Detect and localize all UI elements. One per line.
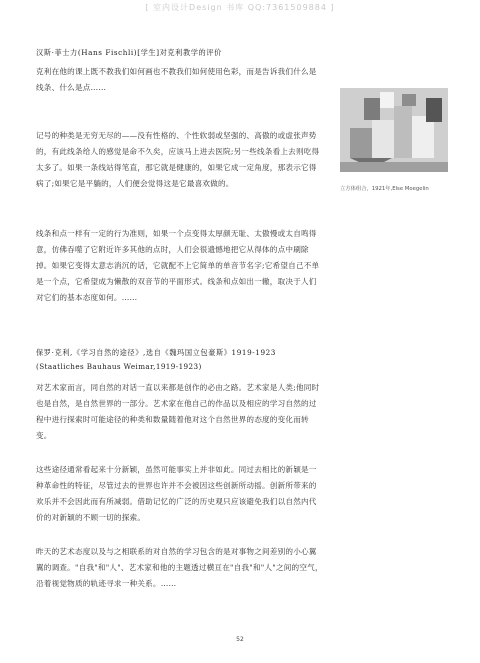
section2-heading-line-2: (Staatliches Bauhaus Weimar,1919-1923) [36,362,202,371]
section2-paragraph-1: 对艺术家而言，同自然的对话一直以来都是创作的必由之路。艺术家是人类;他同时也是自然，是自然世界的一部分。艺术家在他自己的作品以及相应的学习自然的过程中进行探索时可能途径的种类和数量随着他对这个自然世界的态度的变化而转变。 [36,383,320,440]
section1-paragraph-3: 线条和点一样有一定的行为准则，如果一个点变得太厚颜无耻、太傲慢或太自鸣得意，仿佛吞噬了它附近许多其他的点时，人们会很遗憾地把它从得体的点中刷除掉。如果它变得太意志消沉的话，它就配不上它简单的单音节名字;它希望自己不单是一个点，它希望成为懒散的双音节的平面形式。线条和点如出一辙，取决于人们对它们的基本态度如何。…… [36,229,320,302]
section1-paragraph-1: 克利在他的课上既不教我们如何画也不教我们如何使用色彩，而是告诉我们什么是线条、什么是点…… [36,67,317,92]
figure-caption: 立方体组合，1921年,Else Moegelin [340,186,429,192]
page-number: 52 [236,636,244,643]
cube-composition-image [340,88,448,172]
watermark: [ 室内设计Design 书库 QQ:7361509884 ] [145,3,335,12]
section1-paragraph-2: 记号的种类是无穷无尽的——没有性格的、个性软弱或坚强的、高傲的或虚张声势的，有此线条给人的感觉是命不久矣，应该马上进去医院;另一些线条看上去则吃得太多了。如果一条线站得笔直，那它就是健康的，如果它成一定角度，那表示它得病了;如果它是平躺的，人们便会觉得这是它最喜欢做的。 [36,131,320,188]
cube-composition-illustration [340,88,448,172]
section2-paragraph-3: 昨天的艺术态度以及与之相联系的对自然的学习包含的是对事物之间差别的小心翼翼的调查。"自我"和"人"、艺术家和他的主题透过横亘在"自我"和"人"之间的空气，沿着视觉物质的轨迹寻求一种关系。…… [36,547,323,588]
section1-heading: 汉斯·菲士力(Hans Fischli)[学生]对克利教学的评价 [36,48,222,57]
section2-paragraph-2: 这些途径通常看起来十分新颖，虽然可能事实上并非如此。同过去相比的新颖是一种革命性的特征，尽管过去的世界也许并不会被因这些创新所动摇。创新所带来的欢乐并不会因此而有所减弱。借助记忆的广泛的历史观只应该避免我们以自然内代价的对新颖的不顾一切的探索。 [36,465,317,522]
section2-heading-line-1: 保罗·克利,《学习自然的途径》,选自《魏玛国立包豪斯》1919-1923 [36,348,276,357]
